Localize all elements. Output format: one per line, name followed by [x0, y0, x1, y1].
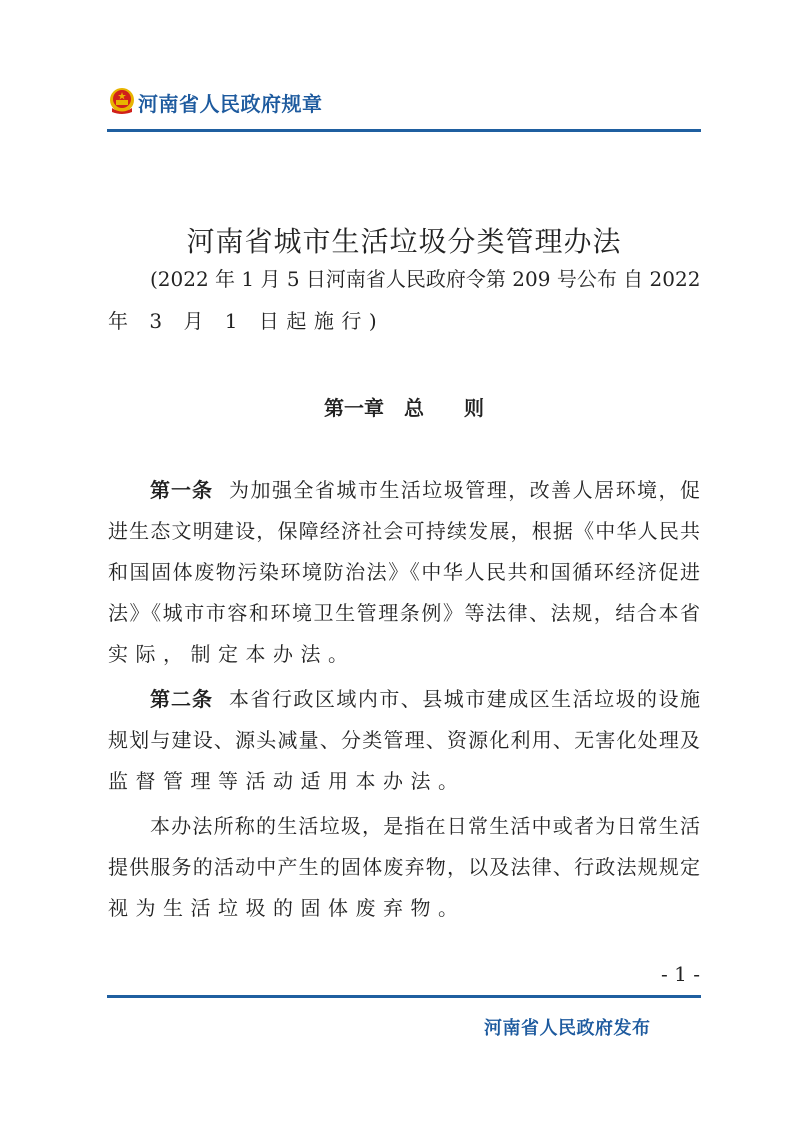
- article-line: 实际，制定本办法。: [108, 642, 356, 666]
- article-line: 法》《城市市容和环境卫生管理条例》等法律、法规，结合本省: [108, 601, 700, 625]
- page-number: - 1 -: [661, 962, 700, 986]
- footer-divider: [107, 995, 701, 998]
- article-line: [150, 684, 700, 714]
- article-text: 本省行政区域内市、县城市建成区生活垃圾的设施: [229, 687, 700, 711]
- article-line: 和国固体废物污染环境防治法》《中华人民共和国循环经济促进: [108, 560, 700, 584]
- document-title: 河南省城市生活垃圾分类管理办法: [186, 225, 622, 258]
- footer-publisher: 河南省人民政府发布: [484, 1018, 651, 1039]
- subtitle-line: (2022 年 1 月 5 日河南省人民政府令第 209 号公布 自 2022: [150, 267, 701, 291]
- article-text: 为加强全省城市生活垃圾管理，改善人居环境，促: [229, 478, 700, 502]
- article-line: 进生态文明建设，保障经济社会可持续发展，根据《中华人民共: [108, 519, 700, 543]
- paragraph-line: 提供服务的活动中产生的固体废弃物，以及法律、行政法规规定: [108, 855, 700, 879]
- article-line: 规划与建设、源头减量、分类管理、资源化利用、无害化处理及: [108, 728, 700, 752]
- header-title: 河南省人民政府规章: [138, 92, 323, 116]
- paragraph-line: 视为生活垃圾的固体废弃物。: [108, 896, 466, 920]
- article-line: 监督管理等活动适用本办法。: [108, 769, 466, 793]
- subtitle-line: 年 3 月 1 日起施行): [108, 309, 385, 333]
- paragraph-line: 本办法所称的生活垃圾，是指在日常生活中或者为日常生活: [150, 814, 700, 838]
- article-line: [150, 475, 700, 505]
- article-label: 第二条: [150, 687, 213, 711]
- national-emblem-icon: [109, 87, 135, 115]
- chapter-heading: 第一章 总 则: [324, 396, 484, 420]
- article-label: 第一条: [150, 478, 213, 502]
- header-divider: [107, 129, 701, 132]
